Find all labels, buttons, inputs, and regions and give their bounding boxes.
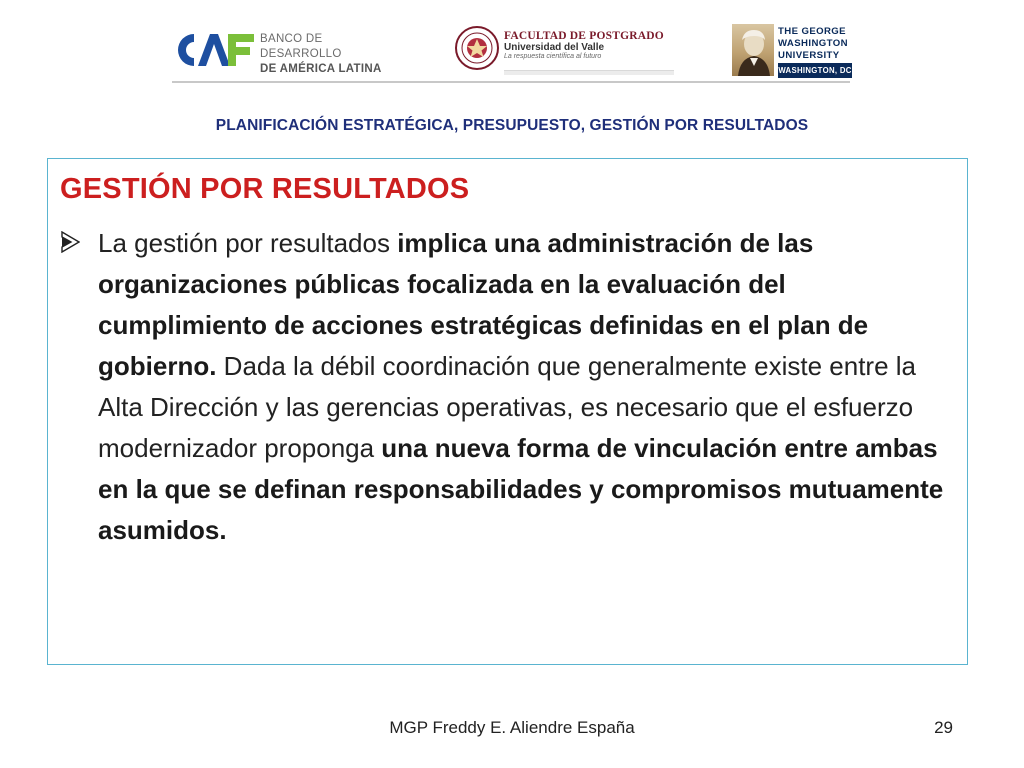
logo-banner [172,20,852,82]
section-title: GESTIÓN POR RESULTADOS [60,173,470,205]
gwu-line2: WASHINGTON [778,38,848,49]
univalle-underline [504,70,674,75]
gwu-line1: THE GEORGE [778,26,846,37]
bullet-paragraph [98,223,958,551]
caf-wordmark [260,32,400,77]
caf-logo [172,28,397,75]
caf-mark-icon [172,28,254,72]
university-name: Universidad del Valle [504,42,605,53]
bullet-segment-bold: implica una administración de las organizaciones públicas focalizada en la evaluación del cumplimiento de acciones estratégicas definidas en el plan de gobierno. [98,228,869,381]
univalle-logo [454,24,679,76]
faculty-title: FACULTAD DE POSTGRADO [504,30,664,42]
page-number: 29 [934,718,953,737]
content-box [47,158,968,665]
logo-divider [172,81,850,83]
washington-portrait-icon [732,24,774,76]
bullet-segment: La gestión por resultados [98,228,398,258]
arrow-bullet-icon [60,231,80,253]
university-seal-icon [454,24,500,72]
university-tagline: La respuesta científica al futuro [504,53,602,60]
footer-author: MGP Freddy E. Aliendre España [389,718,635,737]
caf-line2: DE AMÉRICA LATINA [260,63,382,75]
gwu-wordmark [778,26,852,62]
bullet-segment: Dada la débil coordinación que generalmente existe entre la Alta Dirección y las gerencias operativas, es necesario que el esfuerzo modernizador proponga [98,351,916,463]
gwu-logo [732,24,852,80]
slide-header: PLANIFICACIÓN ESTRATÉGICA, PRESUPUESTO, GESTIÓN POR RESULTADOS [215,117,809,134]
gwu-line3: UNIVERSITY [778,50,840,61]
caf-line1: BANCO DE DESARROLLO [260,33,342,60]
gwu-location: WASHINGTON, DC [778,63,852,78]
univalle-wordmark [504,30,679,60]
bullet-segment-bold: una nueva forma de vinculación entre ambas en la que se definan responsabilidades y compromisos mutuamente asumidos. [98,433,944,545]
